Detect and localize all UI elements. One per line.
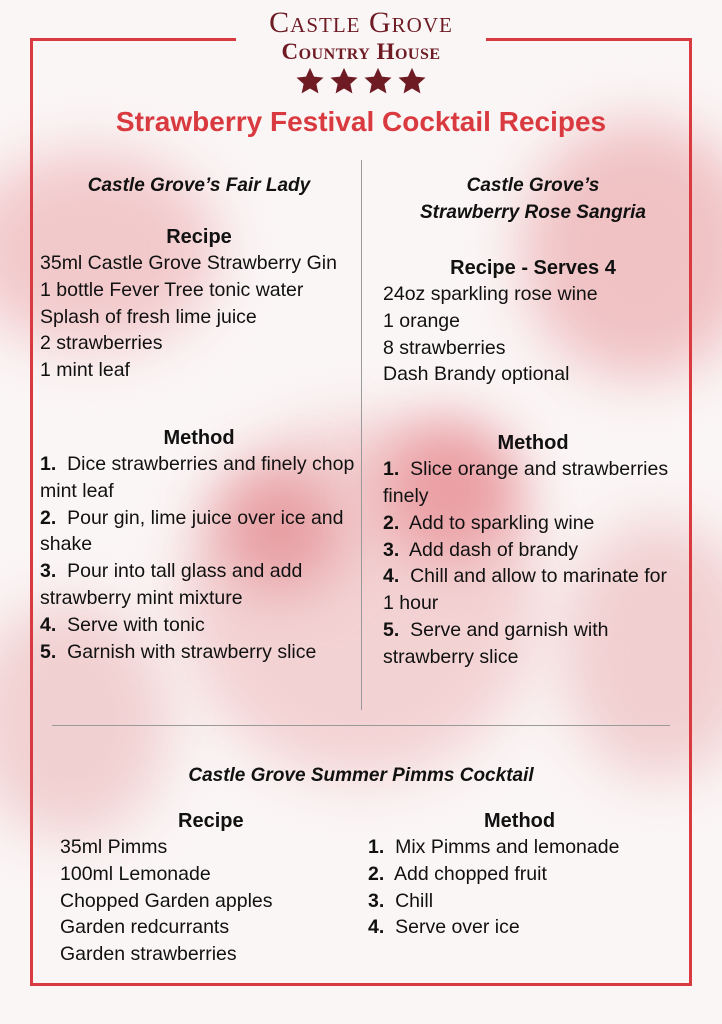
ingredient-item: Garden redcurrants bbox=[60, 916, 230, 939]
fair-lady-steps bbox=[40, 451, 358, 665]
fair-lady-recipe-label: Recipe bbox=[166, 226, 232, 248]
method-step bbox=[383, 456, 683, 510]
step-text: Add dash of brandy bbox=[399, 538, 579, 561]
step-text: Chill and allow to marinate for 1 hour bbox=[383, 565, 673, 615]
method-step bbox=[368, 861, 678, 888]
sangria-method-label: Method bbox=[497, 432, 569, 455]
sangria-section bbox=[383, 172, 683, 671]
ingredient-item: 24oz sparkling rose wine bbox=[383, 283, 598, 305]
method-step bbox=[383, 563, 683, 617]
star-rating bbox=[236, 66, 486, 96]
fair-lady-section bbox=[40, 172, 358, 665]
step-text: Mix Pimms and lemonade bbox=[384, 836, 620, 858]
vertical-divider bbox=[361, 160, 362, 710]
step-text: Pour into tall glass and add strawberry mint mixture bbox=[40, 560, 308, 609]
step-number: 5. bbox=[383, 618, 400, 641]
page-title: Strawberry Festival Cocktail Recipes bbox=[115, 106, 607, 137]
step-number: 4. bbox=[368, 916, 385, 939]
ingredient-item: Splash of fresh lime juice bbox=[40, 305, 257, 328]
star-icon bbox=[363, 66, 393, 96]
step-number: 3. bbox=[368, 889, 385, 912]
ingredient-item: 35ml Pimms bbox=[60, 836, 168, 858]
method-step bbox=[383, 537, 683, 564]
ingredient-item: Chopped Garden apples bbox=[60, 889, 273, 912]
ingredient-item: 1 mint leaf bbox=[40, 359, 130, 382]
step-number: 2. bbox=[383, 511, 400, 534]
sangria-heading-line2: Strawberry Rose Sangria bbox=[420, 202, 646, 223]
step-number: 1. bbox=[40, 452, 57, 475]
method-step bbox=[40, 639, 358, 666]
ingredient-item: Garden strawberries bbox=[60, 943, 237, 966]
sangria-ingredients bbox=[383, 281, 683, 388]
pimms-heading: Castle Grove Summer Pimms Cocktail bbox=[188, 765, 534, 786]
horizontal-divider bbox=[52, 725, 670, 726]
step-number: 4. bbox=[40, 613, 57, 636]
ingredient-item: 1 orange bbox=[383, 309, 460, 332]
sangria-recipe-label: Recipe - Serves 4 bbox=[450, 257, 616, 279]
pimms-ingredients bbox=[60, 834, 360, 968]
pimms-recipe bbox=[60, 808, 360, 968]
fair-lady-heading: Castle Grove’s Fair Lady bbox=[87, 175, 311, 196]
brand-logo bbox=[236, 2, 486, 98]
step-text: Serve and garnish with strawberry slice bbox=[383, 618, 614, 668]
star-icon bbox=[295, 66, 325, 96]
method-step bbox=[368, 888, 678, 915]
step-text: Serve with tonic bbox=[56, 613, 205, 636]
ingredient-item: 2 strawberries bbox=[40, 332, 163, 355]
pimms-method-label: Method bbox=[484, 810, 556, 832]
step-text: Add chopped fruit bbox=[384, 862, 547, 885]
brand-name-line2: Country House bbox=[281, 39, 441, 64]
method-step bbox=[383, 510, 683, 537]
step-text: Garnish with strawberry slice bbox=[56, 640, 317, 663]
sangria-steps bbox=[383, 456, 683, 670]
sangria-heading-line1: Castle Grove’s bbox=[466, 175, 600, 196]
step-text: Pour gin, lime juice over ice and shake bbox=[40, 506, 349, 556]
step-number: 2. bbox=[40, 506, 57, 529]
method-step bbox=[368, 834, 678, 861]
method-step bbox=[383, 617, 683, 671]
ingredient-item: 35ml Castle Grove Strawberry Gin bbox=[40, 252, 337, 274]
step-number: 1. bbox=[383, 458, 400, 481]
ingredient-item: Dash Brandy optional bbox=[383, 363, 570, 386]
ingredient-item: 8 strawberries bbox=[383, 336, 506, 359]
step-number: 3. bbox=[383, 538, 400, 561]
ingredient-item: 1 bottle Fever Tree tonic water bbox=[40, 278, 304, 301]
step-text: Chill bbox=[384, 889, 434, 912]
star-icon bbox=[329, 66, 359, 96]
pimms-recipe-label: Recipe bbox=[178, 810, 244, 832]
step-text: Slice orange and strawberries finely bbox=[383, 458, 674, 507]
step-number: 5. bbox=[40, 640, 57, 663]
method-step bbox=[368, 914, 678, 941]
method-step bbox=[40, 612, 358, 639]
fair-lady-ingredients bbox=[40, 250, 358, 384]
method-step bbox=[40, 505, 358, 559]
pimms-method bbox=[368, 808, 678, 941]
ingredient-item: 100ml Lemonade bbox=[60, 862, 211, 885]
star-icon bbox=[397, 66, 427, 96]
pimms-steps bbox=[368, 834, 678, 941]
brand-name-line1: Castle Grove bbox=[269, 6, 453, 39]
fair-lady-method-label: Method bbox=[163, 426, 235, 449]
step-number: 2. bbox=[368, 862, 385, 885]
step-text: Add to sparkling wine bbox=[399, 511, 595, 534]
step-text: Serve over ice bbox=[384, 916, 520, 939]
method-step bbox=[40, 558, 358, 612]
step-text: Dice strawberries and finely chop mint leaf bbox=[40, 452, 360, 502]
method-step bbox=[40, 451, 358, 505]
step-number: 1. bbox=[368, 836, 385, 858]
step-number: 4. bbox=[383, 565, 400, 588]
step-number: 3. bbox=[40, 560, 57, 583]
